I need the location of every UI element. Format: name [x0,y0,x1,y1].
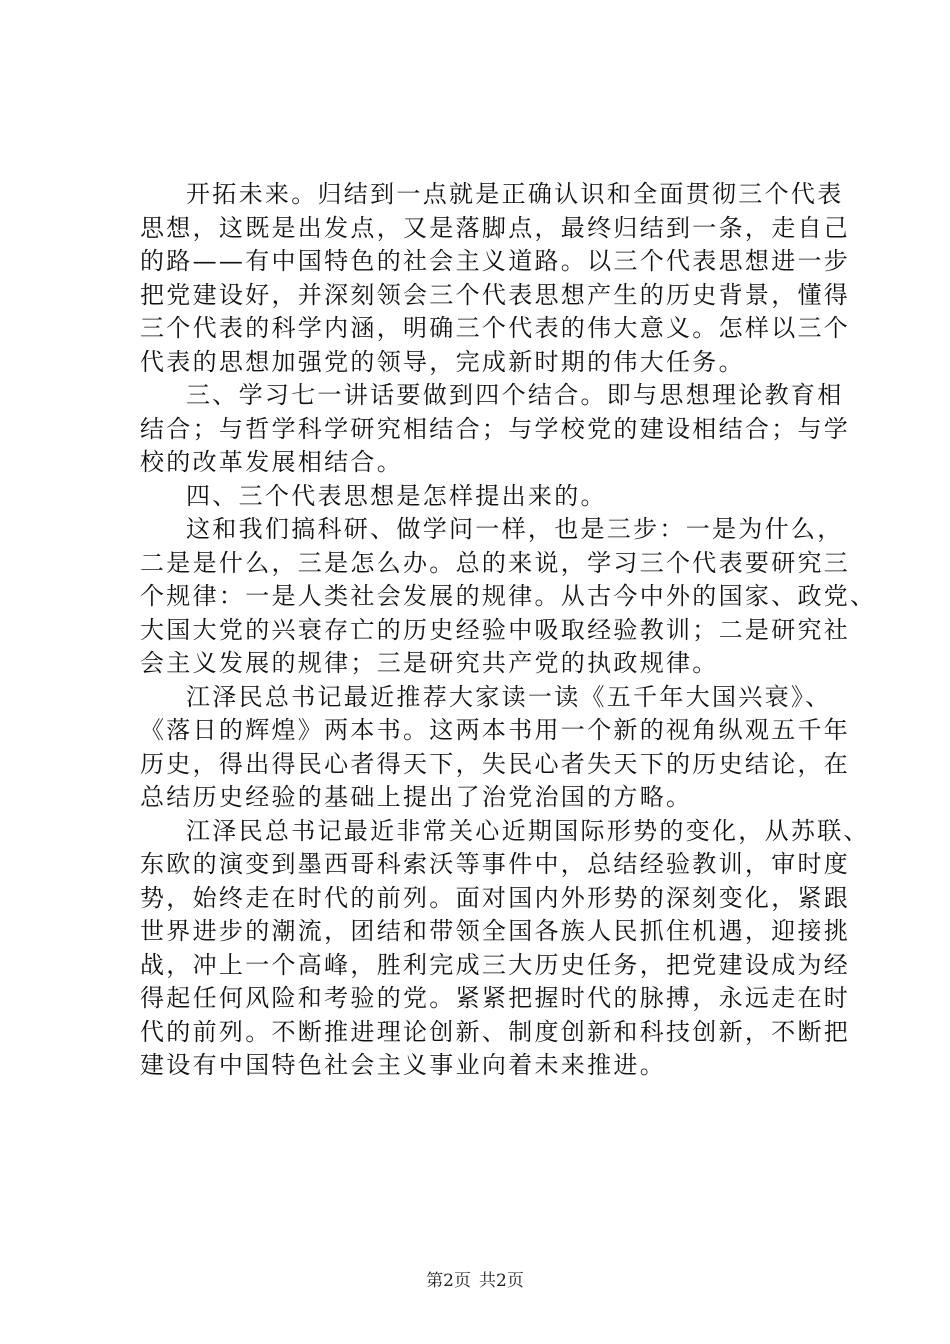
text-line: 《落日的辉煌》两本书。这两本书用一个新的视角纵观五千年 [140,716,851,744]
page-footer [0,1270,950,1292]
text-line: 大国大党的兴衰存亡的历史经验中吸取经验教训；二是研究社 [140,615,851,644]
text-line: 个规律：一是人类社会发展的规律。从古今中外的国家、政党、 [140,582,877,610]
text-line: 把党建设好，并深刻领会三个代表思想产生的历史背景，懂得 [140,280,851,309]
text-line: 会主义发展的规律；三是研究共产党的执政规律。 [140,649,719,677]
text-line: 江泽民总书记最近非常关心近期国际形势的变化，从苏联、 [186,816,870,845]
body-text [140,178,877,1083]
text-line: 代表的思想加强党的领导，完成新时期的伟大任务。 [140,347,745,376]
text-line: 四、三个代表思想是怎样提出来的。 [186,481,607,510]
text-line: 三个代表的科学内涵，明确三个代表的伟大意义。怎样以三个 [140,314,851,342]
text-line: 二是是什么，三是怎么办。总的来说，学习三个代表要研究三 [140,548,851,577]
text-line: 势，始终走在时代的前列。面对国内外形势的深刻变化，紧跟 [140,883,851,912]
text-line: 这和我们搞科研、做学问一样，也是三步：一是为什么， [186,515,844,543]
text-line: 的路——有中国特色的社会主义道路。以三个代表思想进一步 [140,247,851,275]
page-number-current: 第2页 [426,1271,471,1291]
text-line: 思想，这既是出发点，又是落脚点，最终归结到一条，走自己 [140,213,851,242]
page-number-total: 共2页 [479,1271,524,1291]
text-line: 代的前列。不断推进理论创新、制度创新和科技创新，不断把 [140,1017,851,1046]
text-line: 世界进步的潮流，团结和带领全国各族人民抓住机遇，迎接挑 [140,917,851,945]
text-line: 建设有中国特色社会主义事业向着未来推进。 [140,1051,666,1079]
text-line: 战，冲上一个高峰，胜利完成三大历史任务，把党建设成为经 [140,950,851,979]
text-line: 三、学习七一讲话要做到四个结合。即与思想理论教育相 [186,381,844,409]
text-line: 东欧的演变到墨西哥科索沃等事件中，总结经验教训，审时度 [140,850,851,878]
text-line: 开拓未来。归结到一点就是正确认识和全面贯彻三个代表 [186,180,844,208]
text-line: 总结历史经验的基础上提出了治党治国的方略。 [140,783,693,811]
text-line: 历史，得出得民心者得天下，失民心者失天下的历史结论，在 [140,749,851,778]
text-line: 校的改革发展相结合。 [140,448,403,476]
text-line: 结合；与哲学科学研究相结合；与学校党的建设相结合；与学 [140,414,851,443]
text-line: 得起任何风险和考验的党。紧紧把握时代的脉搏，永远走在时 [140,984,851,1012]
text-line: 江泽民总书记最近推荐大家读一读《五千年大国兴衰》、 [186,682,832,711]
